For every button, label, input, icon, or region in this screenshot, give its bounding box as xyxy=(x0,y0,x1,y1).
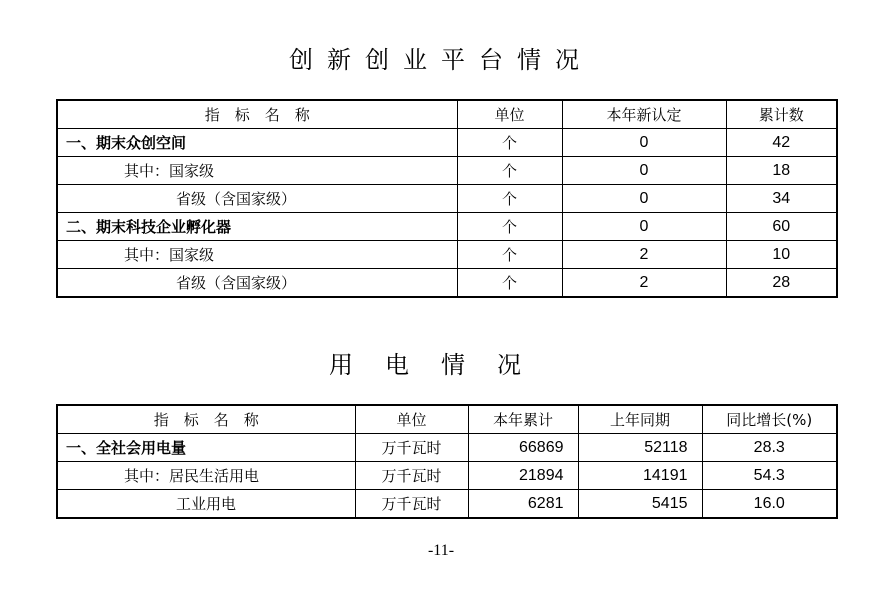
row-name: 一、全社会用电量 xyxy=(57,434,355,462)
table-header-row xyxy=(57,405,837,434)
table-header-row xyxy=(57,100,837,129)
table-row xyxy=(57,157,837,185)
row-new: 0 xyxy=(562,129,726,157)
header-unit: 单位 xyxy=(457,100,562,129)
section-title-platforms: 创新创业平台情况 xyxy=(289,46,593,74)
row-name: 工业用电 xyxy=(57,490,355,519)
row-new: 0 xyxy=(562,185,726,213)
header-total: 累计数 xyxy=(726,100,837,129)
row-growth: 16.0 xyxy=(702,490,837,519)
table-row xyxy=(57,241,837,269)
header-last-year: 上年同期 xyxy=(578,405,702,434)
row-unit: 个 xyxy=(457,269,562,298)
row-unit: 个 xyxy=(457,213,562,241)
electricity-table xyxy=(56,404,838,519)
row-unit: 万千瓦时 xyxy=(355,490,468,519)
row-name: 其中：居民生活用电 xyxy=(57,462,355,490)
page-number: -11- xyxy=(427,542,455,559)
row-name: 二、期末科技企业孵化器 xyxy=(57,213,457,241)
row-last-year: 14191 xyxy=(578,462,702,490)
row-last-year: 52118 xyxy=(578,434,702,462)
row-growth: 54.3 xyxy=(702,462,837,490)
header-unit: 单位 xyxy=(355,405,468,434)
row-total: 42 xyxy=(726,129,837,157)
row-total: 60 xyxy=(726,213,837,241)
row-total: 28 xyxy=(726,269,837,298)
header-current: 本年累计 xyxy=(468,405,578,434)
section-title-electricity: 用电情况 xyxy=(329,351,553,379)
header-new: 本年新认定 xyxy=(562,100,726,129)
platforms-table xyxy=(56,99,838,298)
row-name: 省级（含国家级） xyxy=(57,269,457,298)
row-new: 2 xyxy=(562,269,726,298)
table-row xyxy=(57,129,837,157)
row-unit: 个 xyxy=(457,185,562,213)
row-new: 0 xyxy=(562,213,726,241)
table-row xyxy=(57,490,837,519)
row-current: 66869 xyxy=(468,434,578,462)
header-indicator: 指 标 名 称 xyxy=(57,100,457,129)
row-unit: 个 xyxy=(457,241,562,269)
row-name: 其中：国家级 xyxy=(57,157,457,185)
row-name: 省级（含国家级） xyxy=(57,185,457,213)
row-last-year: 5415 xyxy=(578,490,702,519)
header-growth: 同比增长(%) xyxy=(702,405,837,434)
row-new: 2 xyxy=(562,241,726,269)
row-total: 10 xyxy=(726,241,837,269)
row-unit: 万千瓦时 xyxy=(355,462,468,490)
row-unit: 个 xyxy=(457,129,562,157)
table-row xyxy=(57,213,837,241)
row-growth: 28.3 xyxy=(702,434,837,462)
row-total: 18 xyxy=(726,157,837,185)
row-current: 21894 xyxy=(468,462,578,490)
row-current: 6281 xyxy=(468,490,578,519)
table-row xyxy=(57,434,837,462)
row-name: 一、期末众创空间 xyxy=(57,129,457,157)
row-unit: 个 xyxy=(457,157,562,185)
row-name: 其中：国家级 xyxy=(57,241,457,269)
table-row xyxy=(57,185,837,213)
row-total: 34 xyxy=(726,185,837,213)
row-unit: 万千瓦时 xyxy=(355,434,468,462)
table-row xyxy=(57,462,837,490)
row-new: 0 xyxy=(562,157,726,185)
header-indicator: 指 标 名 称 xyxy=(57,405,355,434)
table-row xyxy=(57,269,837,298)
